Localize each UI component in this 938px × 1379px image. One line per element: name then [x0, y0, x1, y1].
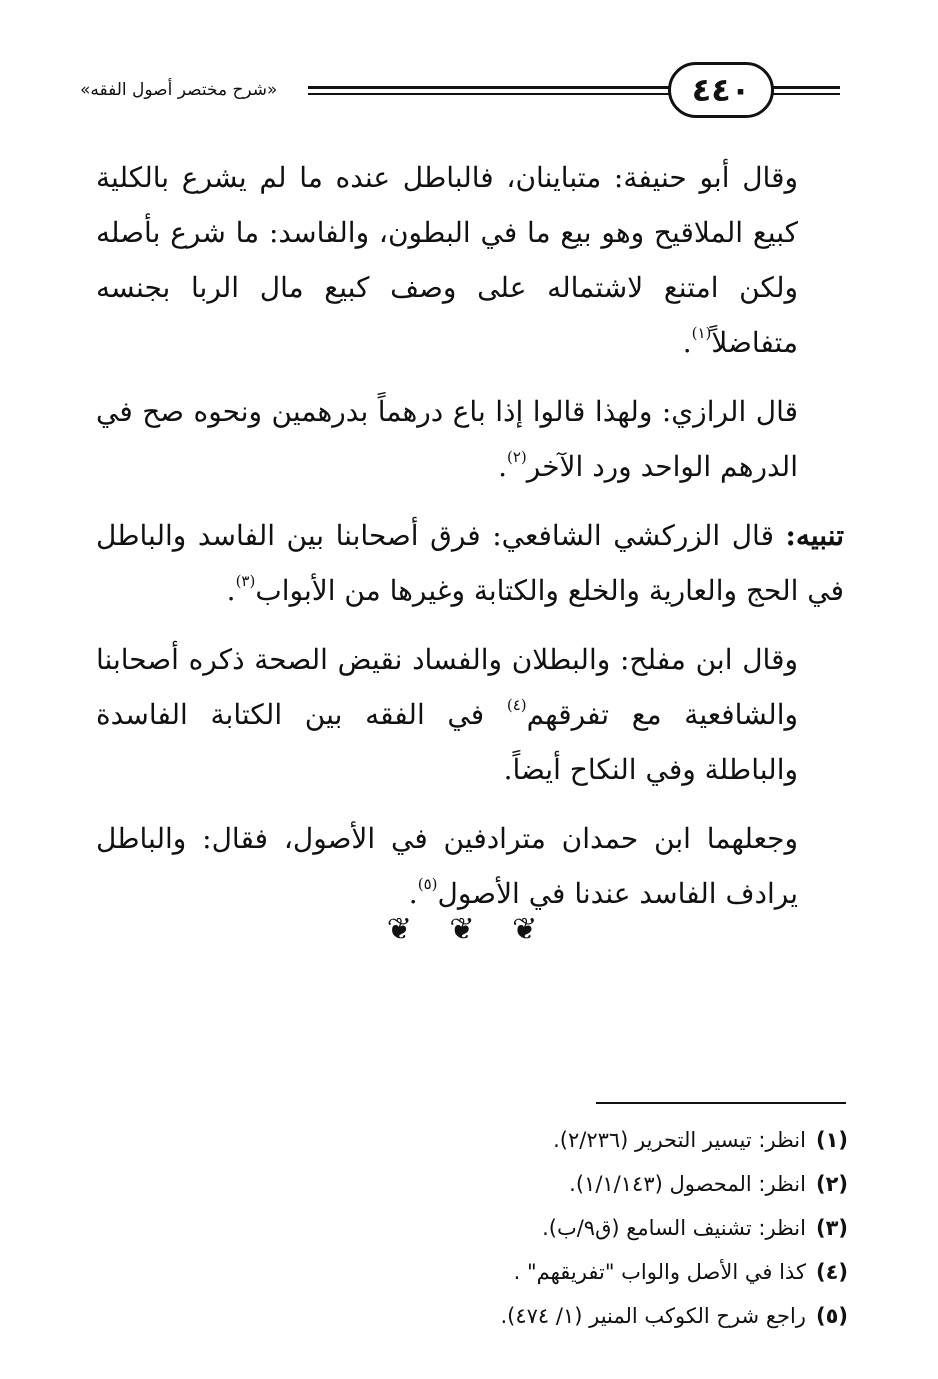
- paragraph-text: وقال ابن مفلح: والبطلان والفساد نقيض الصحة ذكره أصحابنا والشافعية مع تفرقهم: [96, 643, 799, 731]
- main-text: [96, 150, 844, 935]
- paragraph-tail: .: [226, 574, 236, 607]
- footnote-ref: (١): [691, 324, 712, 342]
- paragraph-text: قال الزركشي الشافعي: فرق أصحابنا بين الفاسد والباطل في الحج والعارية والخلع والكتابة وغيرها من الأبواب: [96, 519, 844, 607]
- footnote-ref: (٣): [235, 572, 256, 590]
- footnote-ref: (٥): [417, 875, 438, 893]
- paragraph-ibn-hamdan: [96, 811, 844, 921]
- paragraph-text: وقال أبو حنيفة: متباينان، فالباطل عنده ما لم يشرع بالكلية كبيع الملاقيح وهو بيع ما في البطون، والفاسد: ما شرع بأصله ولكن امتنع لاشتماله على وصف كبيع مال الربا بجنسه متفاضلاً: [96, 161, 798, 359]
- paragraph-tail: .: [498, 450, 507, 483]
- footnote-text: كذا في الأصل والواب "تفريقهم" .: [513, 1260, 806, 1284]
- footnote-number: (١): [815, 1128, 848, 1152]
- footnote-number: (٥): [815, 1304, 848, 1328]
- section-end-ornament-icon: ❦ ❦ ❦: [386, 912, 552, 947]
- page-header: [80, 58, 840, 124]
- footnote-number: (٢): [815, 1172, 848, 1196]
- header-rule-right: [766, 86, 840, 98]
- footnote-text: انظر: المحصول (١/١/١٤٣).: [569, 1172, 806, 1196]
- page-number: ٤٤٠: [668, 62, 774, 118]
- footnote-number: (٤): [815, 1260, 848, 1284]
- footnote-item: [300, 1162, 848, 1206]
- footnote-item: [300, 1118, 848, 1162]
- footnote-item: [300, 1294, 848, 1338]
- paragraph-text: قال الرازي: ولهذا قالوا إذا باع درهماً بدرهمين ونحوه صح في الدرهم الواحد ورد الآخر: [96, 395, 798, 483]
- footnote-number: (٣): [815, 1216, 848, 1240]
- footnote-text: انظر: تيسير التحرير (٢/٢٣٦).: [553, 1128, 806, 1152]
- footnote-ref: (٤): [506, 696, 527, 714]
- running-title: «شرح مختصر أصول الفقه»: [80, 80, 278, 100]
- paragraph-tail: .: [408, 877, 418, 910]
- footnote-ref: (٢): [507, 448, 527, 466]
- footnote-text: انظر: تشنيف السامع (ق٩/ب).: [542, 1216, 806, 1240]
- footnote-item: [300, 1250, 848, 1294]
- paragraph-abu-hanifa: [96, 150, 844, 370]
- footnotes: [300, 1118, 848, 1338]
- paragraph-lead: تنبيه:: [785, 519, 844, 552]
- paragraph-razi: [96, 384, 844, 494]
- paragraph-tanbih: [96, 508, 844, 618]
- paragraph-text-continued: في الفقه بين الكتابة الفاسدة والباطلة وفي النكاح أيضاً.: [96, 698, 798, 786]
- paragraph-tail: .: [682, 326, 692, 359]
- paragraph-ibn-muflih: [96, 632, 844, 797]
- footnote-text: راجع شرح الكوكب المنير (١/ ٤٧٤).: [500, 1304, 806, 1328]
- paragraph-text: وجعلهما ابن حمدان مترادفين في الأصول، فقال: والباطل يرادف الفاسد عندنا في الأصول: [96, 822, 798, 910]
- footnote-divider: [596, 1102, 846, 1104]
- footnote-item: [300, 1206, 848, 1250]
